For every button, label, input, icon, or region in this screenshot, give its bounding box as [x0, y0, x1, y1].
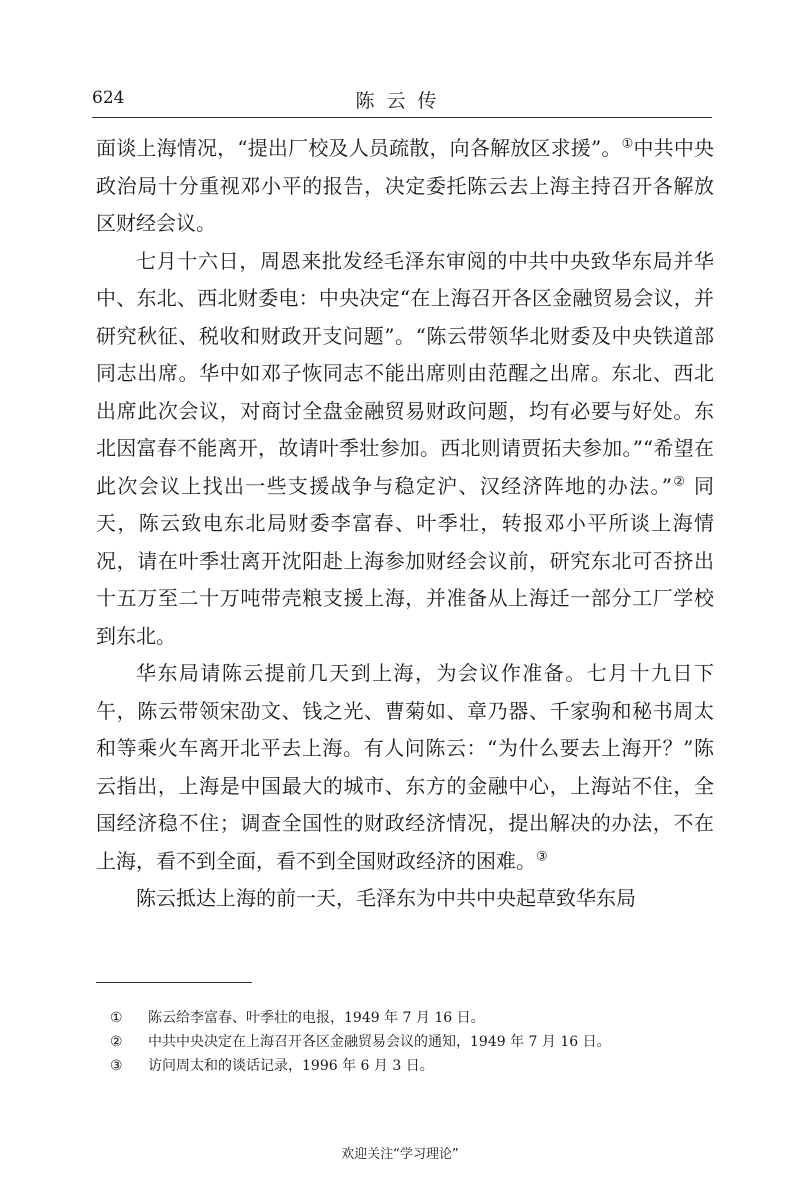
- paragraph-4: 陈云抵达上海的前一天，毛泽东为中共中央起草致华东局: [136, 886, 636, 910]
- footnote-1: [110, 1006, 720, 1030]
- page-number: 624: [92, 88, 125, 108]
- footnote-mark: ②: [110, 1034, 123, 1050]
- watermark: 欢迎关注“学习理论”: [341, 1147, 459, 1162]
- footnote-rule: [96, 982, 252, 983]
- paragraph-3: 华东局请陈云提前几天到上海，为会议作准备。七月十九日下午，陈云带领宋劭文、钱之光、曹菊如、章乃器、千家驹和秘书周太和等乘火车离开北平去上海。有人问陈云：“为什么要去上海开？”陈云指出，上海是中国最大的城市、东方的金融中心，上海站不住，全国经济稳不住；调查全国性的财政经济情况，提出解决的办法，不在上海，看不到全面，看不到全国财政经济的困难。③: [96, 661, 714, 873]
- header-rule: [92, 117, 712, 118]
- footnote-2: [110, 1030, 720, 1054]
- footnote-3: [110, 1054, 720, 1078]
- paragraph-2: 七月十六日，周恩来批发经毛泽东审阅的中共中央致华东局并华中、东北、西北财委电：中央决定“在上海召开各区金融贸易会议，并研究秋征、税收和财政开支问题”。“陈云带领华北财委及中央铁道部同志出席。华中如邓子恢同志不能出席则由范醒之出席。东北、西北出席此次会议，对商讨全盘金融贸易财政问题，均有必要与好处。东北因富春不能离开，故请叶季壮参加。西北则请贾拓夫参加。”“希望在此次会议上找出一些支援战争与稳定沪、汉经济阵地的办法。”② 同天，陈云致电东北局财委李富春、叶季壮，转报邓小平所谈上海情况，请在叶季壮离开沈阳赴上海参加财经会议前，研究东北可否挤出十五万至二十万吨带壳粮支援上海，并准备从上海迁一部分工厂学校到东北。: [96, 248, 714, 648]
- footnote-ref-2: ②: [672, 473, 687, 489]
- running-title: 陈云传: [355, 90, 449, 112]
- footnotes: [110, 1006, 720, 1078]
- footnote-ref-3: ③: [536, 848, 548, 864]
- footnote-text: 访问周太和的谈话记录，1996 年 6 月 3 日。: [148, 1058, 434, 1074]
- footnote-mark: ③: [110, 1058, 123, 1074]
- paragraph-1: 面谈上海情况，“提出厂校及人员疏散，向各解放区求援”。①中共中央政治局十分重视邓小平的报告，决定委托陈云去上海主持召开各解放区财经会议。: [96, 136, 715, 235]
- footnote-ref-1: ①: [621, 136, 634, 152]
- body-text: [96, 130, 714, 918]
- footnote-text: 陈云给李富春、叶季壮的电报，1949 年 7 月 16 日。: [148, 1010, 485, 1026]
- footnote-mark: ①: [110, 1010, 123, 1026]
- footnote-text: 中共中央决定在上海召开各区金融贸易会议的通知，1949 年 7 月 16 日。: [148, 1034, 611, 1050]
- page-header: [92, 86, 712, 120]
